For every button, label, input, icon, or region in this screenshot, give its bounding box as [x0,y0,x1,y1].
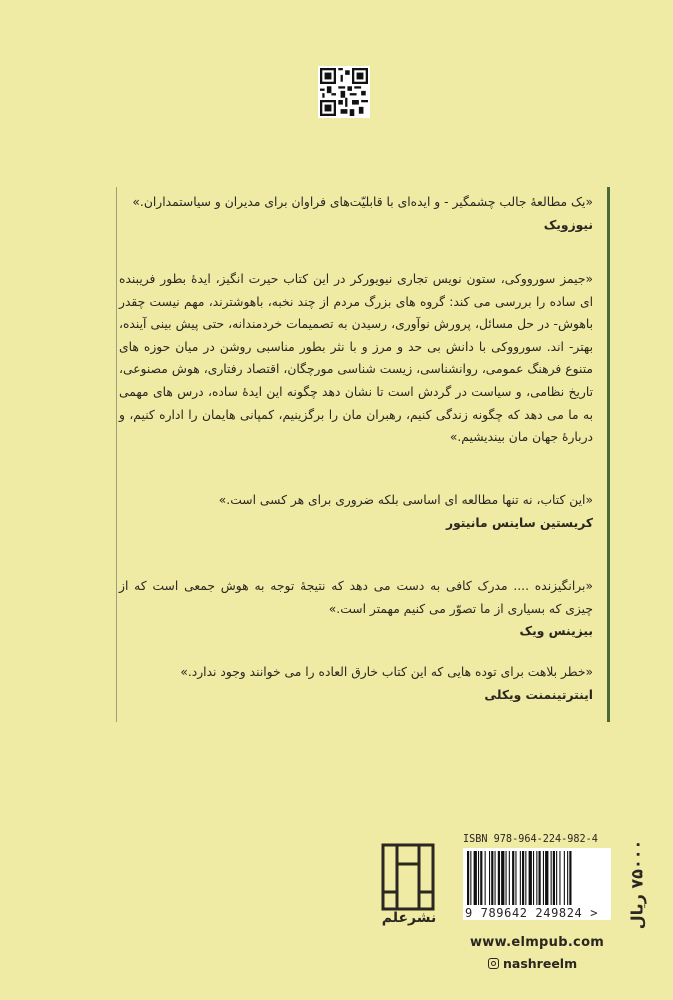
quote-source: اینترتینمنت ویکلی [484,687,593,702]
barcode [463,848,611,920]
quote-source: بیزینس ویک [519,624,593,639]
ean-number: 9 789642 249824 > [465,906,599,920]
quote-csm [123,489,593,534]
quote-text: «این کتاب، نه تنها مطالعه ای اساسی بلکه ضروری برای هر کسی است.» [218,493,593,507]
barcode-icon [467,851,607,905]
publisher-logo-icon [380,842,436,912]
quote-source: نیوزویک [543,217,593,232]
price-text: ۷۵۰۰۰ ریال [627,839,647,930]
quote-text: «یک مطالعهٔ جالب چشمگیر - و ایده‌ای با قابلیّت‌های فراوان برای مدیران و سیاستمداران.» [132,195,593,209]
instagram-icon [488,958,499,969]
instagram-text: nashreelm [503,956,578,971]
isbn-number: ISBN 978-964-224-982-4 [463,834,598,845]
quote-source: کریستین ساینس مانیتور [445,515,593,530]
quote-main [119,268,593,449]
instagram-handle[interactable] [488,956,577,971]
website-link[interactable]: www.elmpub.com [470,935,605,950]
quote-text: «خطر بلاهت برای توده هایی که این کتاب خارق العاده را می خوانند وجود ندارد.» [180,665,593,679]
quotes-panel [116,187,610,722]
quote-ew [123,661,593,706]
quote-businessweek [119,575,593,643]
qr-code[interactable] [318,66,370,118]
quote-text: «جیمز سورووکی، ستون نویس تجاری نیویورکر در این کتاب حیرت انگیز، ایدهٔ بطور فریبنده ای ساده را بررسی می کند: گروه های بزرگ مردم از چند نخبه، باهوشترند، مهم نیست چقدر باهوش- در حل مسائل، پرورش نوآوری، رسیدن به تصمیمات خردمندانه، حتی پیش بینی آینده، بهتر- اند. سورووکی با دانش بی حد و مرز و با نثر بطور مناسبی روشن در میان حوزه های متنوع فرهنگ عمومی، روانشناسی، زیست شناسی مورچگان، اقتصاد رفتاری، هوش مصنوعی، تاریخ نظامی، و سیاست در گردش است تا نشان دهد چگونه این ایدهٔ ساده، درس های مهمی به ما می دهد که چگونه زندگی کنیم، رهبران مان را برگزینیم، کمپانی هایمان را اداره کنیم، و دربارهٔ جهان مان بیندیشیم.» [119,272,593,445]
publisher-name: نشرعلم [381,910,437,926]
quote-text: «برانگیزنده .... مدرک کافی به دست می دهد که نتیجهٔ توجه به هوش جمعی است که از چیزی که بسیاری از ما تصوّر می کنیم مهمتر است.» [119,579,593,616]
quote-newsweek [123,191,593,236]
qr-code-icon [320,68,368,116]
barcode-block [463,834,613,920]
price-label [612,840,662,930]
